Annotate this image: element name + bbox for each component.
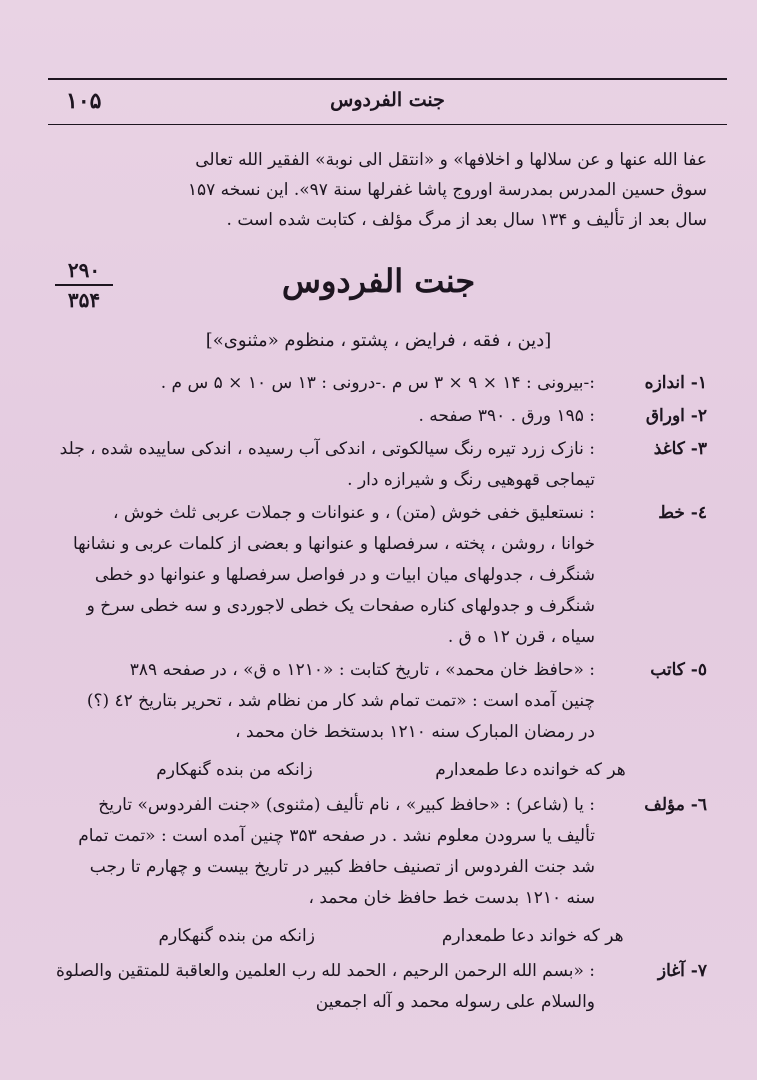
running-title: جنت الفردوس bbox=[330, 89, 445, 111]
entry-line: : نازک زرد تیره رنگ سیالکوتی ، اندکی آب رسیده ، اندکی ساییده شده ، جلد bbox=[59, 439, 595, 459]
entry-author bbox=[55, 790, 707, 914]
entry-line: خوانا ، روشن ، پخته ، سرفصلها و عنوانها و بعضی از کلمات عربی و نشانها bbox=[72, 534, 595, 554]
entry-body bbox=[55, 368, 595, 399]
entry-body bbox=[55, 434, 595, 496]
verse-hemistich-left: زانکه من بنده گنهکارم bbox=[156, 760, 313, 780]
intro-line: عفا الله عنها و عن سلالها و اخلافها» و «انتقل الی نوبة» الفقیر الله تعالی bbox=[195, 150, 707, 170]
verse-couplet bbox=[55, 750, 707, 790]
entry-subtitle: [دین ، فقه ، فرایض ، پشتو ، منظوم «مثنوی»] bbox=[205, 330, 552, 351]
entry-body bbox=[55, 655, 595, 748]
entry-size bbox=[55, 368, 707, 399]
entry-script bbox=[55, 498, 707, 653]
intro-line: سوق حسین المدرس بمدرسة اوروج پاشا غفرلها سنة ۹۷». این نسخه ۱۵۷ bbox=[187, 180, 707, 200]
entry-line: سنه ۱۲۱۰ بدست خط حافظ خان محمد ، bbox=[308, 888, 595, 908]
entry-label: ۱- اندازه bbox=[644, 373, 707, 393]
entry-scribe bbox=[55, 655, 707, 748]
entry-line: والسلام علی رسوله محمد و آله اجمعین bbox=[315, 992, 595, 1012]
entry-label: ٤- خط bbox=[658, 503, 707, 523]
entry-line: شد جنت الفردوس از تصنیف حافظ کبیر در تاریخ بیست و چهارم تا رجب bbox=[89, 857, 595, 877]
verse-couplet bbox=[55, 916, 707, 956]
entry-body bbox=[55, 790, 595, 914]
entry-line: در رمضان المبارک سنه ۱۲۱۰ بدستخط خان محمد ، bbox=[235, 722, 595, 742]
verse-hemistich-left: زانکه من بنده گنهکارم bbox=[158, 926, 315, 946]
entry-label: ٥- کاتب bbox=[650, 660, 707, 680]
entry-list bbox=[55, 368, 707, 1020]
intro-paragraph bbox=[55, 145, 707, 235]
entry-line: شنگرف و جدولهای کناره صفحات یک خطی لاجوردی و سه خطی سرخ و bbox=[86, 596, 595, 616]
entry-line: : نستعلیق خفی خوش (متن) ، و عنوانات و جملات عربی ثلث خوش ، bbox=[113, 503, 595, 523]
entry-line: :-بیرونی : ۱۴ × ۹ × ۳ س م .-درونی : ۱۳ س ۱۰ × ۵ س م . bbox=[160, 373, 595, 393]
intro-line: سال بعد از تألیف و ۱۳۴ سال بعد از مرگ مؤلف ، کتابت شده است . bbox=[226, 210, 707, 230]
page-number: ۱۰۵ bbox=[66, 88, 102, 114]
entry-label: ٦- مؤلف bbox=[644, 795, 707, 815]
entry-line: : یا (شاعر) : «حافظ کبیر» ، نام تألیف (مثنوی) «جنت الفردوس» تاریخ bbox=[98, 795, 595, 815]
catalog-numerator: ۲۹۰ bbox=[55, 258, 113, 286]
entry-body bbox=[55, 956, 595, 1018]
entry-line: : «بسم الله الرحمن الرحیم ، الحمد لله رب العلمین والعاقبة للمتقین والصلوة bbox=[56, 961, 595, 981]
entry-line: تیماجی قهوهیی رنگ و شیرازه دار . bbox=[347, 470, 595, 490]
entry-paper bbox=[55, 434, 707, 496]
page-header bbox=[48, 78, 727, 125]
entry-label: ۷- آغاز bbox=[657, 961, 707, 981]
verse-hemistich-right: هر که خوانده دعا طمعدارم bbox=[435, 760, 626, 780]
entry-line: چنین آمده است : «تمت تمام شد کار من نظام شد ، تحریر بتاریخ ٤٢ (؟) bbox=[86, 691, 595, 711]
catalog-denominator: ۳۵۴ bbox=[67, 288, 101, 312]
entry-body bbox=[55, 498, 595, 653]
entry-label: ۳- کاغذ bbox=[653, 439, 707, 459]
entry-label: ۲- اوراق bbox=[645, 406, 707, 426]
verse-hemistich-right: هر که خواند دعا طمعدارم bbox=[441, 926, 624, 946]
entry-incipit bbox=[55, 956, 707, 1018]
entry-line: تألیف یا سرودن معلوم نشد . در صفحه ۳۵۳ چنین آمده است : «تمت تمام bbox=[78, 826, 595, 846]
entry-line: : ۱۹۵ ورق . ۳۹۰ صفحه . bbox=[418, 406, 595, 426]
entry-folios bbox=[55, 401, 707, 432]
entry-body bbox=[55, 401, 595, 432]
entry-line: شنگرف ، جدولهای میان ابیات و در فواصل سرفصلها و عنوانها دو خطی bbox=[94, 565, 595, 585]
entry-title: جنت الفردوس bbox=[281, 262, 476, 300]
entry-line: : «حافظ خان محمد» ، تاریخ کتابت : «۱۲۱۰ ه ق» ، در صفحه ۳۸۹ bbox=[129, 660, 595, 680]
entry-line: سیاه ، قرن ۱۲ ه ق . bbox=[447, 627, 595, 647]
